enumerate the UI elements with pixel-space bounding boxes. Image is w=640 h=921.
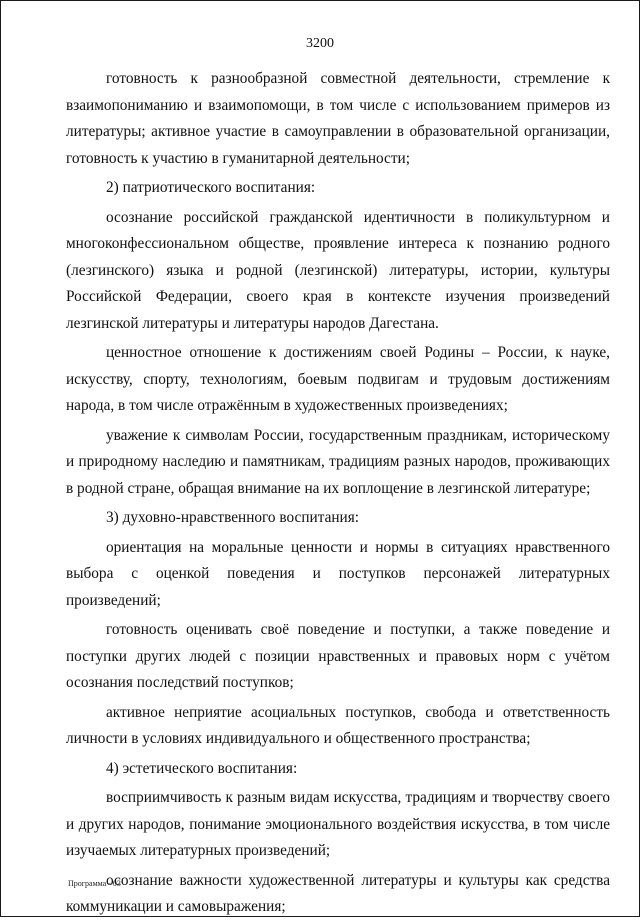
paragraph-evaluate-behavior: готовность оценивать своё поведение и поступки, а также поведение и поступки других людей с позиции нравственных и правовых норм с учётом осознания последствий поступков; — [66, 621, 610, 691]
paragraph-respect-for-symbols: уважение к символам России, государственным праздникам, историческому и природному наследию и памятникам, традициям разных народов, проживающих в родной стране, обращая внимание на их воплощение в лезгинской литературе; — [66, 426, 610, 497]
paragraph-civic-identity: осознание российской гражданской идентичности в поликультурном и многоконфессиональном обществе, проявление интереса к познанию родного (лезгинского) языка и родной (лезгинской) литературы, истории, культуры Российской Федерации, своего края в контексте изучения произведений лезгинской литературы и литературы народов Дагестана. — [66, 208, 610, 332]
heading-aesthetic-education: 4) эстетического воспитания: — [106, 759, 298, 777]
paragraph-moral-values: ориентация на моральные ценности и нормы в ситуациях нравственного выбора с оценкой поведения и поступков персонажей литературных произведений; — [66, 538, 610, 609]
paragraph-receptivity-to-art: восприимчивость к разным видам искусства, традициям и творчеству своего и других народов, понимание эмоционального воздействия искусства, в том числе изучаемых литературных произведений; — [66, 789, 610, 859]
document-body — [66, 66, 610, 921]
paragraph-readiness-joint-activity: готовность к разнообразной совместной деятельности, стремление к взаимопониманию и взаимопомощи, в том числе с использованием примеров из литературы; активное участие в самоуправлении в образовательной организации, готовность к участию в гуманитарной деятельности; — [66, 70, 610, 167]
heading-spiritual-moral-education: 3) духовно-нравственного воспитания: — [106, 509, 360, 526]
heading-patriotic-education: 2) патриотического воспитания: — [106, 179, 316, 196]
paragraph-rejection-antisocial: активное неприятие асоциальных поступков, свобода и ответственность личности в условиях индивидуального и общественного пространства; — [66, 703, 610, 747]
paragraph-importance-of-literature: осознание важности художественной литературы и культуры как средства коммуникации и самовыражения; — [66, 871, 610, 915]
footer-label: Программа - 03 — [68, 879, 121, 888]
paragraph-value-of-achievements: ценностное отношение к достижениям своей Родины – России, к науке, искусству, спорту, технологиям, боевым подвигам и трудовым достижениям народа, в том числе отражённым в художественных произведениях; — [66, 344, 610, 414]
page-number: 3200 — [306, 36, 334, 51]
